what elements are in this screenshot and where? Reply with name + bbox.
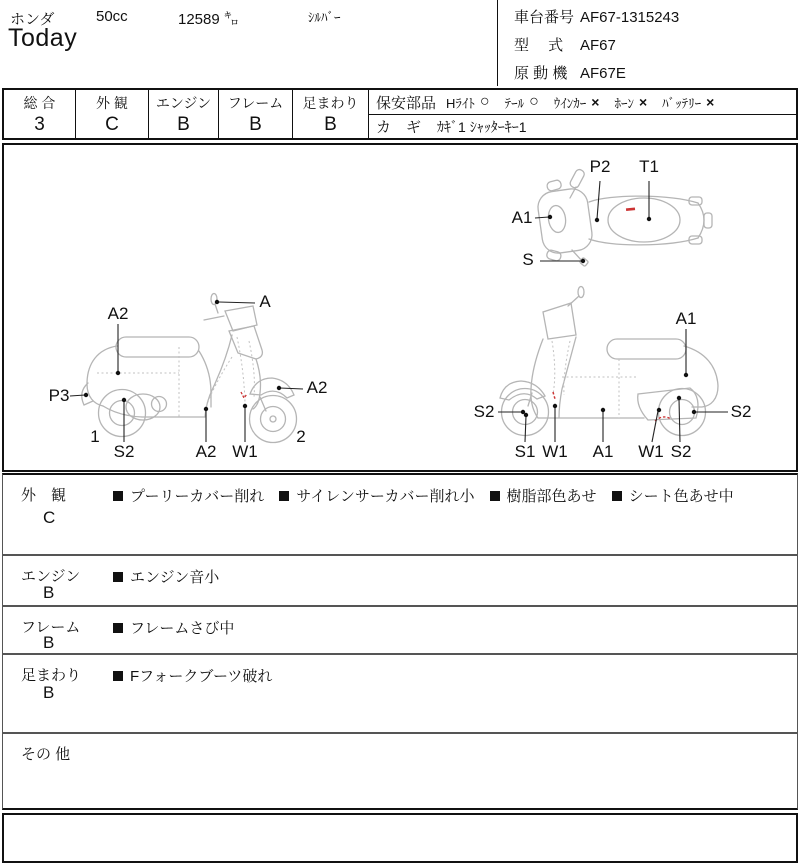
condition-item: [113, 485, 264, 506]
section-undercarriage: [2, 654, 798, 733]
condition-text: フレームさび中: [130, 620, 235, 637]
engine-label: 原 動 機: [514, 65, 568, 82]
section-label: 外 観: [21, 487, 67, 504]
section-label: フレーム: [21, 619, 81, 636]
safety-item-taillight: [505, 93, 539, 112]
zone-label-A1-top-view: A1: [511, 208, 533, 227]
leader-dots: [84, 215, 696, 417]
zone-label-A1-rear: A1: [675, 309, 697, 328]
bullet-icon: [612, 491, 622, 501]
zone-label-A2-floor: A2: [195, 442, 217, 461]
bullet-icon: [279, 491, 289, 501]
section-label: エンジン: [21, 568, 81, 585]
scooter-top-view: [536, 168, 712, 266]
status-ok-mark: ○: [529, 93, 539, 110]
wheel-number-2: 2: [296, 427, 306, 446]
bullet-icon: [113, 572, 123, 582]
brand: ホンダ: [10, 11, 55, 28]
rating-value: C: [105, 114, 119, 135]
mileage: 12589 ㌔: [178, 11, 239, 28]
bullet-icon: [113, 623, 123, 633]
rating-cell-undercarriage: [293, 90, 369, 138]
damage-marks: [241, 207, 671, 421]
safety-parts-block: [369, 90, 796, 138]
rating-cell-engine: [149, 90, 219, 138]
notes-box: [2, 813, 798, 863]
status-ng-mark: ×: [591, 94, 600, 110]
zone-label-A2-front-fender: A2: [306, 378, 328, 397]
section-items: [113, 665, 272, 686]
zone-label-S2-front-hub: S2: [473, 402, 495, 421]
section-items: [113, 485, 734, 506]
condition-text: シート色あせ中: [628, 488, 734, 505]
condition-text: サイレンサーカバー削れ小: [296, 488, 475, 505]
condition-item: [279, 485, 474, 506]
chassis-number-row: [514, 6, 679, 27]
zone-label-P2: P2: [589, 157, 611, 176]
safety-item-headlight: [446, 93, 490, 112]
zone-label-W1-left-view: W1: [232, 442, 258, 461]
rating-value: 3: [34, 114, 45, 135]
section-frame: [2, 606, 798, 654]
section-items: [113, 617, 234, 638]
rating-value: B: [177, 114, 190, 135]
type-label: 型 式: [514, 37, 564, 54]
condition-item: [113, 566, 219, 587]
chassis-number-label: 車台番号: [514, 9, 575, 26]
condition-item: [490, 485, 597, 506]
zone-label-P3: P3: [48, 386, 70, 405]
zone-label-S-top-view: S: [522, 250, 534, 269]
wheel-number-1: 1: [90, 427, 100, 446]
zone-label-W1-rear: W1: [638, 442, 664, 461]
safety-item-winker: [554, 93, 600, 112]
zone-label-A-left-view: A: [259, 292, 271, 311]
safety-parts-label: 保安部品: [376, 94, 437, 112]
condition-item: [612, 485, 734, 506]
section-engine: [2, 555, 798, 606]
zone-label-A2-rear: A2: [107, 304, 129, 323]
condition-text: 樹脂部色あせ: [506, 488, 597, 505]
bullet-icon: [490, 491, 500, 501]
condition-text: Fフォークブーツ破れ: [130, 668, 273, 685]
zone-label-S2-rear: S2: [670, 442, 692, 461]
vehicle-id-block: [497, 0, 800, 86]
section-label: その 他: [21, 746, 71, 763]
zone-label-W1-front: W1: [542, 442, 568, 461]
status-ng-mark: ×: [638, 94, 648, 110]
chassis-number-value: AF67-1315243: [580, 9, 680, 26]
rating-label: エンジン: [155, 95, 212, 111]
safety-item-name: ﾊﾞｯﾃﾘｰ: [662, 95, 702, 111]
safety-item-name: ﾃｰﾙ: [504, 95, 525, 111]
rating-cell-frame: [219, 90, 293, 138]
engine-row: [514, 62, 626, 83]
section-items: [113, 566, 219, 587]
section-grade: B: [43, 683, 55, 702]
engine-value: AF67E: [580, 65, 626, 82]
safety-item-name: Hﾗｲﾄ: [446, 95, 475, 111]
damage-mark-front-cowl-right: [553, 392, 555, 399]
rating-label: 足まわり: [302, 95, 359, 111]
zone-label-S1: S1: [514, 442, 536, 461]
rating-value: B: [249, 114, 262, 135]
safety-item-name: ｳｲﾝｶｰ: [553, 95, 587, 111]
section-exterior: [2, 473, 798, 555]
type-row: [514, 34, 616, 55]
displacement: 50cc: [96, 8, 128, 25]
zone-label-A1-floor: A1: [592, 442, 614, 461]
body-color: ｼﾙﾊﾞｰ: [308, 10, 341, 25]
safety-parts-row: [369, 90, 796, 115]
section-other: [2, 733, 798, 810]
rating-cell-exterior: [76, 90, 149, 138]
zone-label-T1: T1: [639, 157, 659, 176]
damage-mark-front-cowl-left: [241, 392, 247, 398]
section-grade: C: [43, 508, 56, 527]
model-name: Today: [8, 24, 78, 52]
key-value: ｶｷﾞ1 ｼｬｯﾀｰｷｰ1: [437, 118, 527, 135]
condition-item: [113, 617, 234, 638]
section-grade: B: [43, 583, 55, 602]
key-row: [369, 115, 796, 138]
rating-value: B: [324, 114, 337, 135]
status-ok-mark: ○: [479, 93, 490, 110]
bullet-icon: [113, 491, 123, 501]
condition-item: [113, 665, 272, 686]
leader-lines: [70, 181, 728, 442]
rating-label: 外 観: [96, 95, 128, 111]
zone-label-S2-rear-wheel: S2: [113, 442, 135, 461]
rating-label: フレーム: [227, 95, 284, 111]
diagram-box: [2, 143, 798, 472]
key-label: カ ギ: [376, 119, 422, 136]
section-label: 足まわり: [21, 667, 82, 684]
section-grade: B: [43, 633, 55, 652]
damage-mark-seat: [626, 207, 635, 211]
zone-label-S2-rear-hub: S2: [730, 402, 752, 421]
type-value: AF67: [580, 37, 616, 54]
status-ng-mark: ×: [706, 94, 715, 110]
safety-item-name: ﾎｰﾝ: [614, 95, 634, 111]
ratings-table: [2, 88, 798, 140]
bullet-icon: [113, 671, 123, 681]
condition-text: エンジン音小: [130, 569, 220, 586]
rating-label: 総 合: [23, 95, 56, 111]
rating-cell-overall: [4, 90, 76, 138]
condition-text: プーリーカバー削れ: [130, 488, 265, 505]
safety-item-horn: [614, 93, 647, 112]
safety-item-battery: [662, 93, 714, 112]
